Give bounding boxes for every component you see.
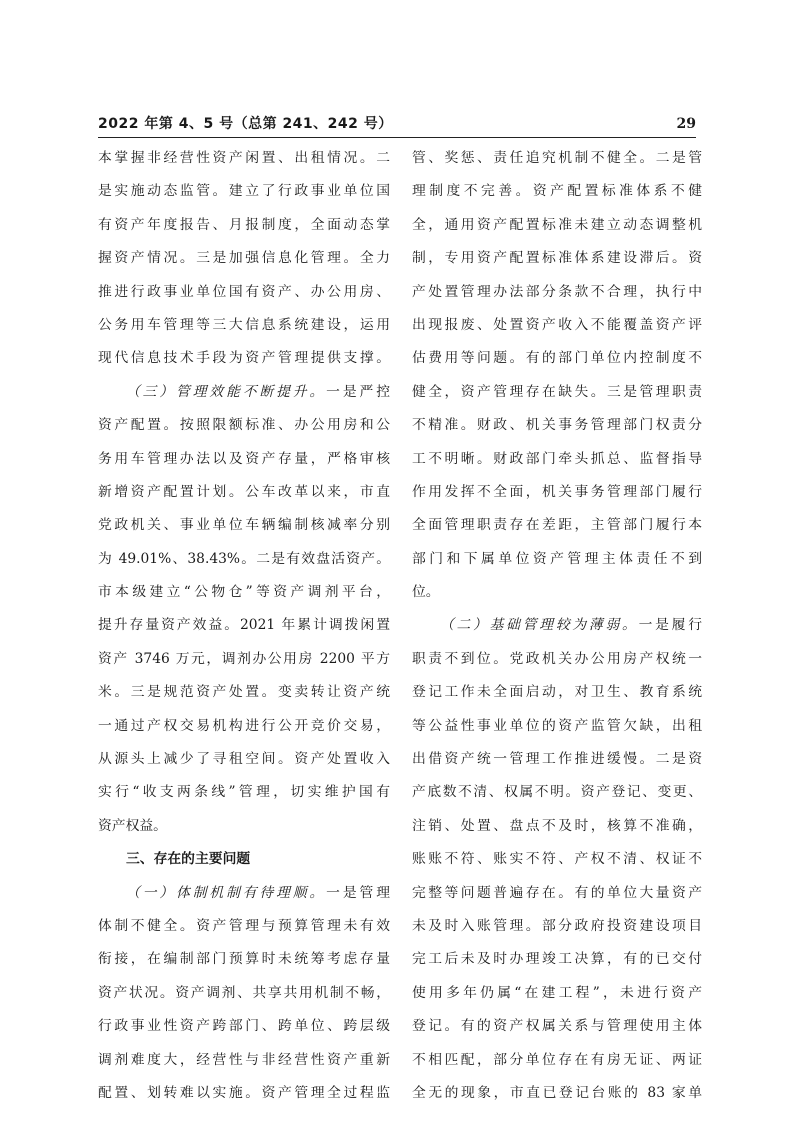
text-line: 米。三是规范资产处置。变卖转让资产统 <box>98 684 390 701</box>
text-line: 产底数不清、权属不明。资产登记、变更、 <box>412 784 702 801</box>
text-line: 登记工作未全面启动，对卫生、教育系统 <box>412 684 702 701</box>
text-line: 配置、划转难以实施。资产管理全过程监 <box>98 1084 390 1101</box>
text-line: 资产权益。 <box>98 817 167 834</box>
text-line: 行政事业性资产跨部门、跨单位、跨层级 <box>98 1018 390 1035</box>
text-line: 体制不健全。资产管理与预算管理未有效 <box>98 917 390 934</box>
text-line: 提升存量资产效益。2021 年累计调拨闲置 <box>98 617 390 634</box>
text-line: 现代信息技术手段为资产管理提供支撑。 <box>98 350 390 367</box>
text-line: 完工后未及时办理竣工决算，有的已交付 <box>412 951 702 968</box>
text-line: 全，通用资产配置标准未建立动态调整机 <box>412 216 702 233</box>
text-line: 不精准。财政、机关事务管理部门权责分 <box>412 417 702 434</box>
text-line: 使用多年仍属“在建工程”，未进行资产 <box>412 984 702 1001</box>
paragraph-heading: （一）体制机制有待理顺。 <box>126 884 327 901</box>
page-header <box>98 115 696 138</box>
page-number: 29 <box>676 116 696 132</box>
text-run: 一是管理 <box>326 884 390 901</box>
text-line: 估费用等问题。有的部门单位内控制度不 <box>412 350 702 367</box>
left-column <box>98 142 390 1110</box>
text-line: 推进行政事业单位国有资产、办公用房、 <box>98 283 390 300</box>
right-column <box>412 142 702 1110</box>
issue-label: 2022 年第 4、5 号（总第 241、242 号） <box>98 116 393 132</box>
paragraph-heading: （三）管理效能不断提升。 <box>126 383 327 400</box>
text-line: 作用发挥不全面，机关事务管理部门履行 <box>412 483 702 500</box>
text-line: 调剂难度大，经营性与非经营性资产重新 <box>98 1051 390 1068</box>
text-line: 新增资产配置计划。公车改革以来，市直 <box>98 483 390 500</box>
text-line: 出借资产统一管理工作推进缓慢。二是资 <box>412 751 702 768</box>
text-line: 产处置管理办法部分条款不合理，执行中 <box>412 283 702 300</box>
text-line: 资产状况。资产调剂、共享共用机制不畅， <box>98 984 390 1001</box>
text-line: 管、奖惩、责任追究机制不健全。二是管 <box>412 150 702 166</box>
text-line: 资产 3746 万元，调剂办公用房 2200 平方 <box>98 650 390 667</box>
text-line: 完整等问题普遍存在。有的单位大量资产 <box>412 884 702 901</box>
section-title-text: 三、存在的主要问题 <box>126 851 251 868</box>
text-line: 制，专用资产配置标准体系建设滞后。资 <box>412 250 702 267</box>
paragraph <box>412 142 702 609</box>
text-line: 注销、处置、盘点不及时，核算不准确， <box>412 817 702 834</box>
paragraph <box>98 376 390 843</box>
paragraph-heading: （二）基础管理较为薄弱。 <box>440 617 639 634</box>
text-line: 衔接，在编制部门预算时未统筹考虑存量 <box>98 951 390 968</box>
text-line: 一通过产权交易机构进行公开竞价交易， <box>98 717 390 734</box>
paragraph <box>98 877 390 1111</box>
text-line: 出现报废、处置资产收入不能覆盖资产评 <box>412 316 702 333</box>
text-line: 实行“收支两条线”管理，切实维护国有 <box>98 784 390 801</box>
text-line: 本掌握非经营性资产闲置、出租情况。二 <box>98 150 390 166</box>
text-line: 从源头上减少了寻租空间。资产处置收入 <box>98 751 390 768</box>
text-line: 全无的现象，市直已登记台账的 83 家单 <box>412 1084 702 1101</box>
text-line: 党政机关、事业单位车辆编制核减率分别 <box>98 517 390 534</box>
text-line: 等公益性事业单位的资产监管欠缺，出租 <box>412 717 702 734</box>
section-title <box>98 843 390 876</box>
text-line <box>98 376 390 409</box>
text-line: 资产配置。按照限额标准、办公用房和公 <box>98 417 390 434</box>
paragraph <box>412 609 702 1110</box>
text-line <box>98 877 390 910</box>
text-line: 未及时入账管理。部分政府投资建设项目 <box>412 917 702 934</box>
text-line: 有资产年度报告、月报制度，全面动态掌 <box>98 216 390 233</box>
text-line: 公务用车管理等三大信息系统建设，运用 <box>98 316 390 333</box>
text-line: 位。 <box>412 584 440 601</box>
text-line: 为 49.01%、38.43%。二是有效盘活资产。 <box>98 550 390 567</box>
text-line: 是实施动态监管。建立了行政事业单位国 <box>98 183 390 200</box>
text-line: 全面管理职责存在差距，主管部门履行本 <box>412 517 702 534</box>
text-line: 务用车管理办法以及资产存量，严格审核 <box>98 450 390 467</box>
text-line: 职责不到位。党政机关办公用房产权统一 <box>412 650 702 667</box>
text-line: 工不明晰。财政部门牵头抓总、监督指导 <box>412 450 702 467</box>
text-line: 健全，资产管理存在缺失。三是管理职责 <box>412 383 702 400</box>
text-line: 握资产情况。三是加强信息化管理。全力 <box>98 250 390 267</box>
text-line: 市本级建立“公物仓”等资产调剂平台， <box>98 584 390 601</box>
text-run: 一是履行 <box>638 617 702 634</box>
text-line: 部门和下属单位资产管理主体责任不到 <box>412 550 702 567</box>
text-line: 账账不符、账实不符、产权不清、权证不 <box>412 851 702 868</box>
text-line: 登记。有的资产权属关系与管理使用主体 <box>412 1018 702 1035</box>
text-line: 理制度不完善。资产配置标准体系不健 <box>412 183 702 200</box>
text-line <box>412 609 702 642</box>
paragraph <box>98 142 390 376</box>
text-run: 一是严控 <box>326 383 390 400</box>
text-line: 不相匹配，部分单位存在有房无证、两证 <box>412 1051 702 1068</box>
